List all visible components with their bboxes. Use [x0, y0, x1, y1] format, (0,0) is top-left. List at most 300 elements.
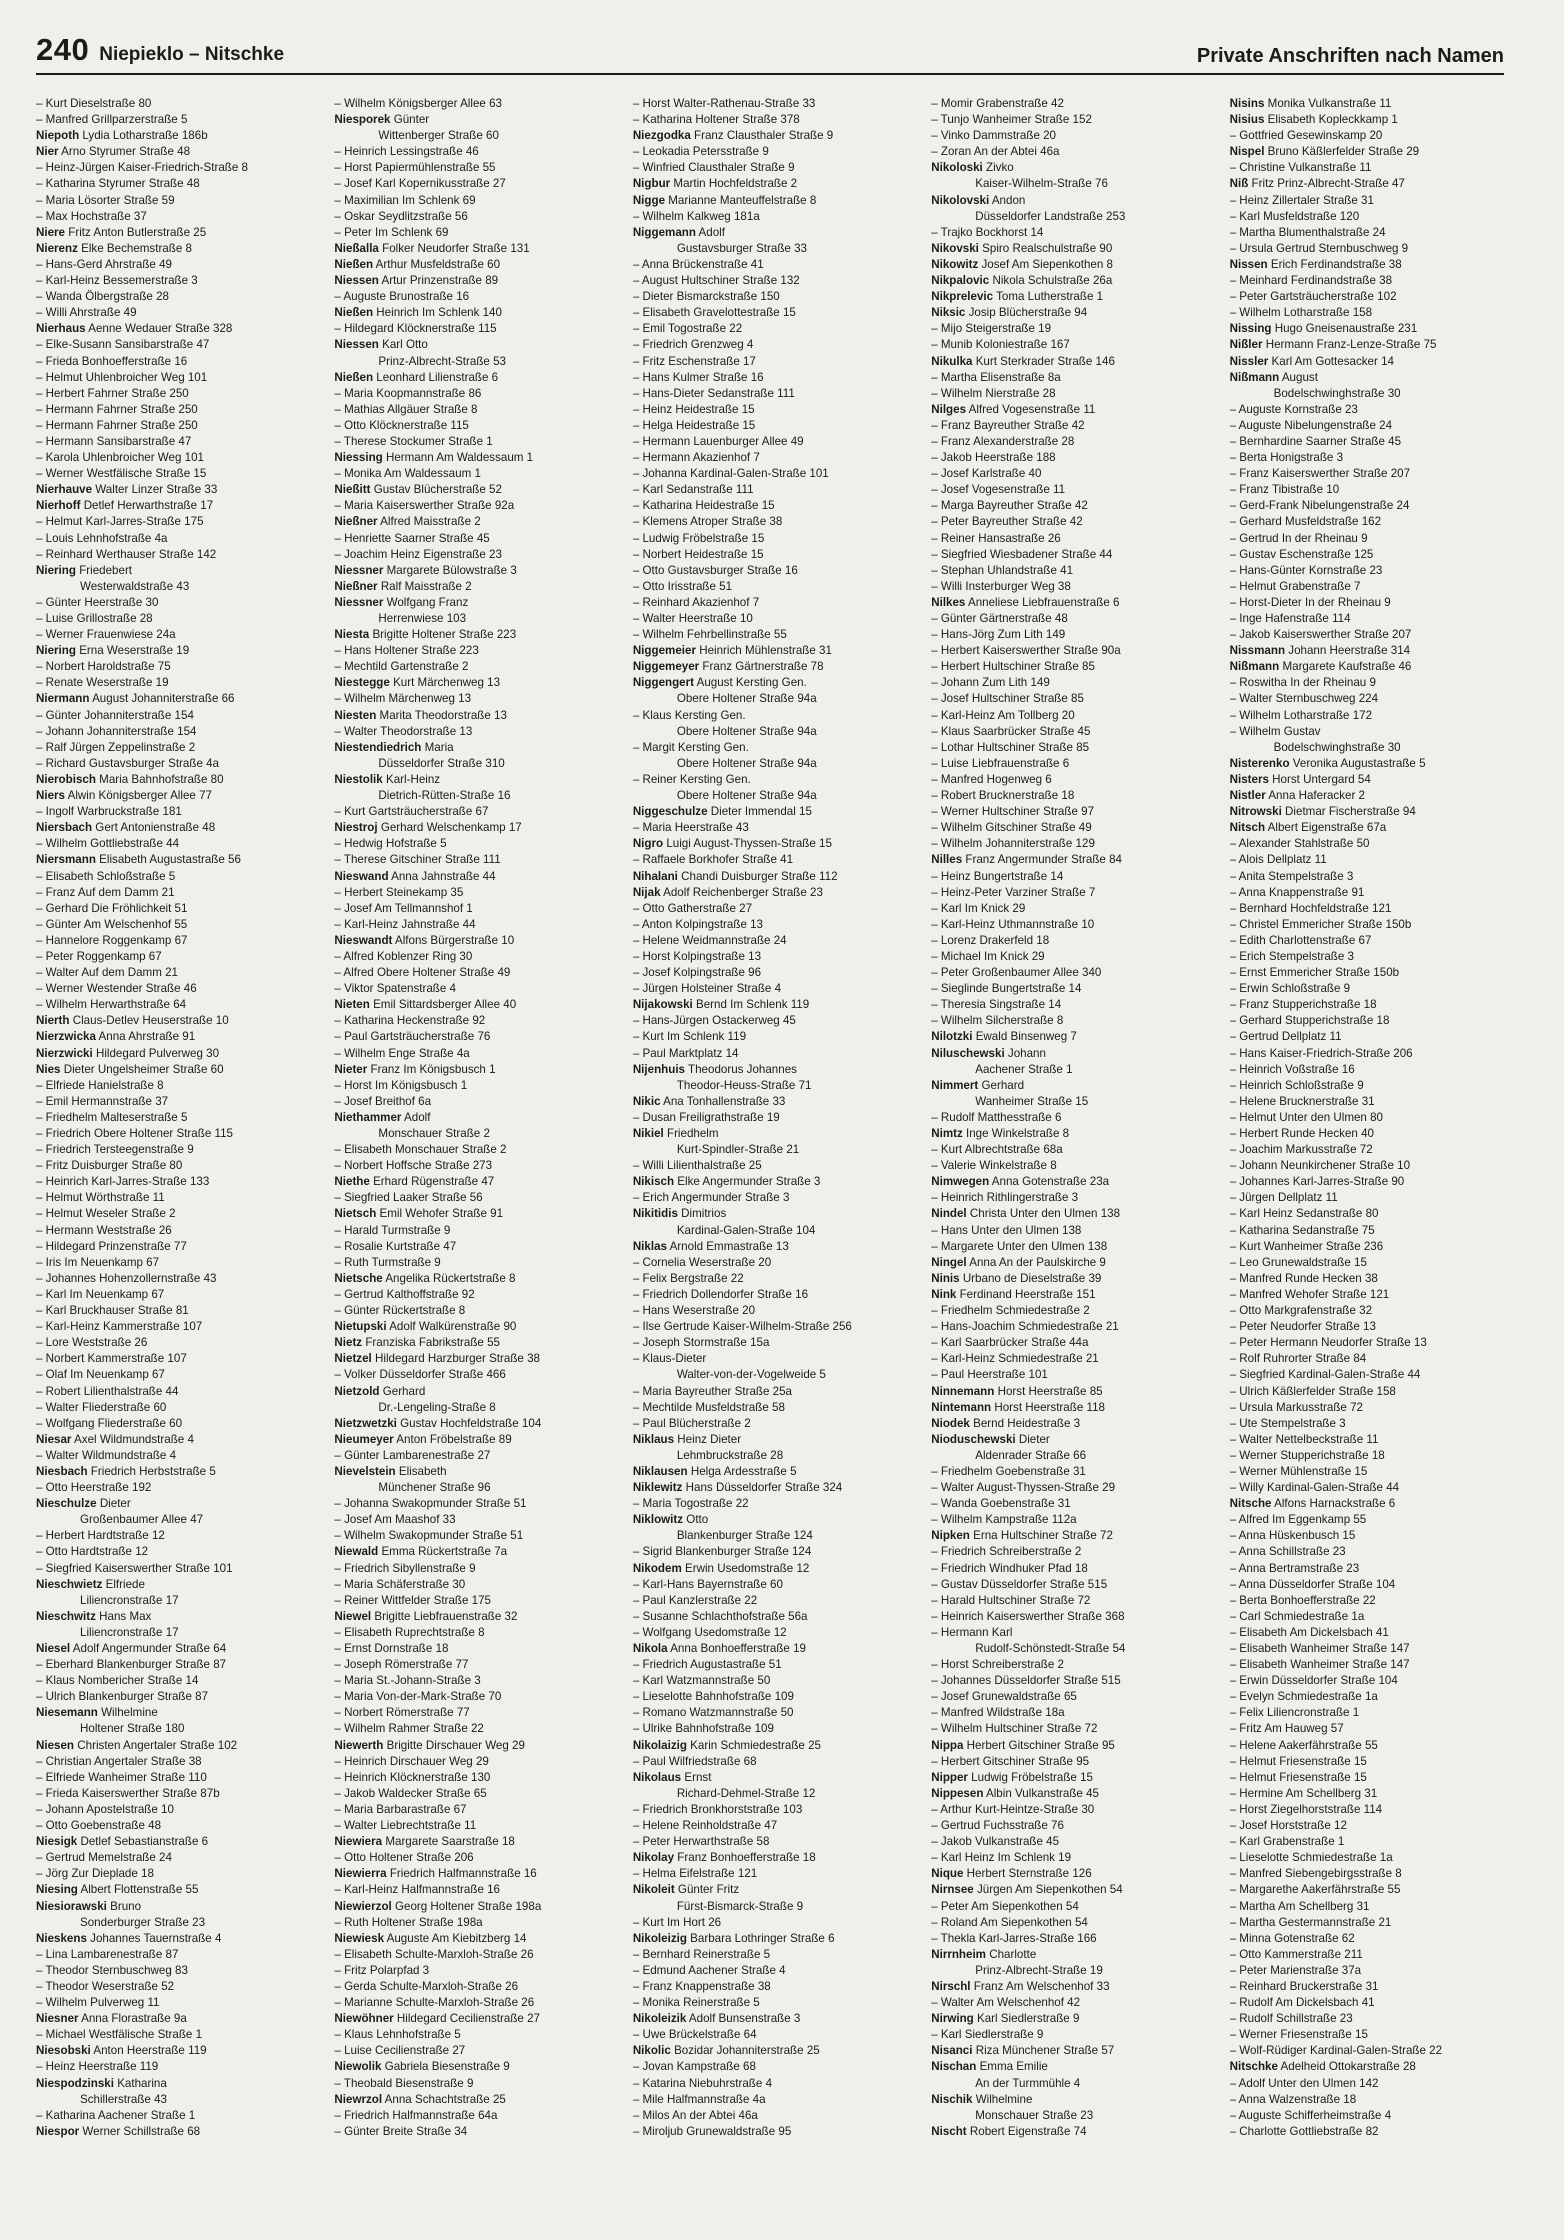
entry-details: Ferdinand Heerstraße 151 [959, 1287, 1096, 1301]
surname: Niklowitz [632, 1513, 684, 1527]
surname: Niggemann [632, 225, 696, 239]
surname: Nique [931, 1867, 964, 1881]
entry-details: Monschauer Straße 23 [975, 2108, 1094, 2122]
listing-entry [1230, 579, 1516, 595]
entry-details: – Vinko Dammstraße 20 [931, 129, 1057, 143]
listing-entry [931, 498, 1217, 514]
listing-entry [931, 1239, 1217, 1255]
listing-entry [36, 869, 322, 885]
entry-details: – Werner Friesenstraße 15 [1229, 2028, 1368, 2042]
listing-entry [931, 997, 1217, 1013]
entry-details: – Leo Grunewaldstraße 15 [1229, 1255, 1367, 1269]
entry-details: – Franz Tibistraße 10 [1229, 483, 1340, 497]
entry-details: – Wilhelm Nierstraße 28 [931, 386, 1056, 400]
listing-entry [931, 209, 1217, 225]
listing-entry [931, 804, 1217, 820]
listing-entry [36, 756, 322, 772]
listing-entry [931, 128, 1217, 144]
listing-entry [36, 2108, 322, 2124]
entry-details: – Willi Lilienthalstraße 25 [632, 1159, 762, 1173]
listing-entry [931, 1705, 1217, 1721]
surname: Niestendiedrich [334, 740, 422, 754]
surname: Nierobisch [36, 772, 96, 786]
entry-details: – Gertrud Kalthoffstraße 92 [334, 1287, 475, 1301]
entry-details: – Elfriede Wanheimer Straße 110 [36, 1770, 207, 1784]
entry-details: – Hans-Joachim Schmiedestraße 21 [931, 1320, 1119, 1334]
listing-entry [36, 1046, 322, 1062]
listing-columns [36, 96, 1516, 2222]
listing-entry [36, 547, 322, 563]
listing-entry [1230, 1657, 1516, 1673]
listing-entry [334, 128, 620, 144]
listing-entry [931, 386, 1217, 402]
entry-details: – Otto Kammerstraße 211 [1229, 1947, 1363, 1961]
listing-entry [1230, 466, 1516, 482]
entry-details: – Hermann Lauenburger Allee 49 [632, 434, 804, 448]
entry-details: – Margarethe Aakerfährstraße 55 [1229, 1883, 1401, 1897]
entry-details: Barbara Lothringer Straße 6 [690, 1931, 835, 1945]
entry-details: Karl Am Gottesacker 14 [1271, 354, 1394, 368]
entry-details: – Hans Kulmer Straße 16 [632, 370, 764, 384]
surname: Nierth [36, 1014, 70, 1028]
listing-entry [1230, 193, 1516, 209]
listing-entry [1230, 1158, 1516, 1174]
entry-details: Wilhelmine [101, 1706, 158, 1720]
surname: Nimtz [931, 1127, 963, 1140]
listing-entry [36, 514, 322, 530]
entry-details: Kaiser-Wilhelm-Straße 76 [975, 177, 1108, 191]
listing-entry [334, 1078, 620, 1094]
entry-details: – Felix Liliencronstraße 1 [1229, 1706, 1360, 1720]
entry-details: – Günter Johanniterstraße 154 [36, 708, 194, 722]
surname: Nikovski [931, 241, 979, 255]
entry-details: Marita Theodorstraße 13 [379, 708, 507, 722]
entry-details: – Eberhard Blankenburger Straße 87 [36, 1658, 227, 1672]
surname: Nieswandt [334, 933, 393, 947]
listing-entry [36, 997, 322, 1013]
listing-entry [1230, 1834, 1516, 1850]
entry-details: – Reinhard Werthauser Straße 142 [36, 547, 217, 561]
surname: Niewöhner [334, 2012, 394, 2026]
listing-entry [36, 160, 322, 176]
entry-details: Josef Am Siepenkothen 8 [981, 257, 1113, 271]
surname: Nikulka [931, 354, 973, 368]
entry-details: – Erich Stempelstraße 3 [1229, 949, 1354, 963]
listing-entry [36, 1448, 322, 1464]
entry-details: – Wilhelm Gitschiner Straße 49 [931, 821, 1092, 835]
listing-entry [633, 1577, 919, 1593]
entry-details: Brigitte Dirschauer Weg 29 [386, 1738, 525, 1752]
listing-entry [931, 579, 1217, 595]
entry-details: – Charlotte Gottliebstraße 82 [1229, 2124, 1379, 2138]
entry-details: – Monika Am Waldessaum 1 [334, 467, 481, 481]
entry-details: Elisabeth [398, 1464, 447, 1478]
listing-entry [1230, 1110, 1516, 1126]
entry-details: – Günter Rückertstraße 8 [334, 1304, 466, 1318]
entry-details: – Otto Heerstraße 192 [36, 1481, 152, 1495]
listing-entry [633, 1673, 919, 1689]
listing-entry [334, 1351, 620, 1367]
entry-details: – Ulrich Käßlerfelder Straße 158 [1229, 1384, 1396, 1398]
entry-details: Franziska Fabrikstraße 55 [365, 1336, 501, 1350]
entry-details: Prinz-Albrecht-Straße 53 [378, 354, 506, 368]
surname: Nirwing [931, 2012, 974, 2026]
entry-details: – Otto Hardtstraße 12 [36, 1545, 149, 1559]
entry-details: – Peter Herwarthstraße 58 [632, 1835, 770, 1849]
listing-entry [633, 1094, 919, 1110]
entry-details: August [1281, 370, 1318, 384]
entry-details: – Helene Aakerfährstraße 55 [1229, 1738, 1378, 1752]
entry-details: – Werner Frauenwiese 24a [36, 628, 176, 642]
listing-entry [334, 1110, 620, 1126]
entry-details: – Raffaele Borkhofer Straße 41 [632, 853, 794, 867]
listing-entry [931, 1126, 1217, 1142]
listing-entry [334, 901, 620, 917]
listing-entry [633, 1657, 919, 1673]
entry-details: Spiro Realschulstraße 90 [982, 241, 1113, 255]
entry-details: Detlef Sebastianstraße 6 [80, 1835, 209, 1849]
entry-details: – Lieselotte Bahnhofstraße 109 [632, 1690, 794, 1704]
surname: Niestegge [334, 676, 390, 690]
listing-entry [931, 756, 1217, 772]
listing-entry [1230, 2092, 1516, 2108]
listing-entry [1230, 1094, 1516, 1110]
entry-details: – Karl Heinz Im Schlenk 19 [931, 1851, 1072, 1865]
entry-details: – Paul Heerstraße 101 [931, 1368, 1048, 1382]
listing-entry [931, 1013, 1217, 1029]
listing-entry [931, 1206, 1217, 1222]
surname: Ninis [931, 1271, 960, 1285]
listing-entry [1230, 1561, 1516, 1577]
listing-entry [334, 1754, 620, 1770]
entry-details: – Gerhard Musfeldstraße 162 [1229, 515, 1382, 529]
surname: Niggemeier [632, 644, 696, 658]
surname: Nißmann [1229, 370, 1280, 384]
entry-details: – Siegfried Wiesbadener Straße 44 [931, 547, 1113, 561]
surname: Niesen [36, 1738, 75, 1752]
entry-details: – Helma Eifelstraße 121 [632, 1867, 758, 1881]
entry-details: – Josef Karl Kopernikusstraße 27 [334, 177, 506, 191]
entry-details: – Therese Gitschiner Straße 111 [334, 853, 501, 867]
listing-entry [334, 1899, 620, 1915]
listing-entry [1230, 1705, 1516, 1721]
listing-entry [931, 1142, 1217, 1158]
entry-details: – Elisabeth Schloßstraße 5 [36, 869, 176, 883]
entry-details: Margarete Bülowstraße 3 [386, 563, 517, 577]
entry-details: – Karl-Heinz Schmiedestraße 21 [931, 1352, 1099, 1366]
listing-entry [1230, 257, 1516, 273]
listing-entry [931, 772, 1217, 788]
entry-details: Dietmar Fischerstraße 94 [1285, 805, 1416, 819]
listing-entry [36, 354, 322, 370]
surname: Nijakowski [632, 998, 693, 1012]
listing-entry [1230, 1319, 1516, 1335]
surname: Nißler [1229, 338, 1263, 352]
listing-entry [1230, 112, 1516, 128]
listing-entry [334, 1416, 620, 1432]
listing-entry [931, 1963, 1217, 1979]
surname: Nitsche [1229, 1497, 1272, 1511]
listing-entry [633, 2011, 919, 2027]
listing-entry [36, 1528, 322, 1544]
entry-details: – Erich Angermunder Straße 3 [632, 1191, 790, 1205]
listing-entry [633, 1738, 919, 1754]
entry-details: Toma Lutherstraße 1 [996, 290, 1104, 304]
surname: Nikolaizig [632, 1738, 687, 1752]
listing-entry [36, 772, 322, 788]
entry-details: – Helene Reinholdstraße 47 [632, 1819, 778, 1833]
surname: Niesporek [334, 113, 391, 127]
entry-details: – Johann Apostelstraße 10 [36, 1802, 174, 1816]
surname: Nießen [334, 257, 374, 271]
entry-details: – Manfred Wildstraße 18a [931, 1706, 1065, 1720]
entry-details: – Elisabeth Wanheimer Straße 147 [1229, 1658, 1410, 1672]
listing-entry [36, 949, 322, 965]
surname: Nilotzki [931, 1030, 973, 1044]
entry-details: – Kurt Im Hort 26 [632, 1915, 722, 1929]
listing-entry [1230, 2027, 1516, 2043]
listing-entry [633, 1062, 919, 1078]
entry-details: – Ruth Holtener Straße 198a [334, 1915, 483, 1929]
listing-entry [36, 1786, 322, 1802]
listing-entry [36, 885, 322, 901]
entry-details: – Anna Hüskenbusch 15 [1229, 1529, 1356, 1543]
listing-entry [334, 466, 620, 482]
entry-details: – Josef Grunewaldstraße 65 [931, 1690, 1077, 1704]
entry-details: Adelheid Ottokarstraße 28 [1280, 2060, 1416, 2074]
surname: Nipken [931, 1529, 970, 1543]
entry-details: Werner Schillstraße 68 [82, 2124, 201, 2138]
surname: Niessen [334, 274, 379, 288]
entry-details: – Jovan Kampstraße 68 [632, 2060, 756, 2074]
listing-entry [931, 1689, 1217, 1705]
entry-details: – Heinrich Karl-Jarres-Straße 133 [36, 1175, 210, 1189]
entry-details: – Karl Sedanstraße 111 [632, 483, 754, 497]
entry-details: Angelika Rückertstraße 8 [385, 1271, 516, 1285]
section-title: Private Anschriften nach Namen [1196, 45, 1504, 67]
entry-details: – Gertrud Dellplatz 11 [1229, 1030, 1342, 1044]
listing-entry [334, 144, 620, 160]
listing-entry [36, 466, 322, 482]
listing-entry [633, 1416, 919, 1432]
entry-details: Ernst [684, 1770, 712, 1784]
listing-entry [36, 321, 322, 337]
header-left [36, 32, 284, 68]
listing-entry [931, 1078, 1217, 1094]
entry-details: Friedrich Herbststraße 5 [90, 1464, 216, 1478]
listing-entry [1230, 965, 1516, 981]
listing-entry [633, 1915, 919, 1931]
listing-entry [334, 1705, 620, 1721]
entry-details: Alfons Harnackstraße 6 [1274, 1497, 1396, 1511]
entry-details: Bruno Käßlerfelder Straße 29 [1267, 145, 1420, 159]
listing-entry [931, 1255, 1217, 1271]
surname: Nießitt [334, 483, 371, 497]
entry-details: Adolf [698, 225, 725, 239]
listing-entry [633, 1206, 919, 1222]
entry-details: – Luise Cecilienstraße 27 [334, 2044, 466, 2058]
entry-details: Bodelschwinghstraße 30 [1273, 386, 1401, 400]
listing-entry [1230, 1480, 1516, 1496]
entry-details: – Werner Mühlenstraße 15 [1229, 1464, 1368, 1478]
listing-entry [1230, 1721, 1516, 1737]
entry-details: Arnold Emmastraße 13 [669, 1239, 789, 1253]
entry-details: Brigitte Liebfrauenstraße 32 [374, 1609, 518, 1623]
entry-details: – Margarete Unter den Ulmen 138 [931, 1239, 1108, 1253]
entry-details: August Johanniterstraße 66 [92, 692, 235, 706]
listing-entry [334, 1963, 620, 1979]
listing-entry [633, 112, 919, 128]
surname: Nikolic [632, 2044, 671, 2058]
entry-details: Kurt-Spindler-Straße 21 [676, 1143, 800, 1157]
listing-entry [334, 1657, 620, 1673]
entry-details: Riza Münchener Straße 57 [975, 2044, 1115, 2058]
entry-details: – Theresia Singstraße 14 [931, 998, 1062, 1012]
entry-details: – Sigrid Blankenburger Straße 124 [632, 1545, 812, 1559]
listing-entry [36, 482, 322, 498]
listing-entry [334, 579, 620, 595]
listing-entry [1230, 370, 1516, 386]
entry-details: – Christel Emmericher Straße 150b [1229, 917, 1412, 931]
listing-entry [633, 1029, 919, 1045]
listing-entry [633, 354, 919, 370]
entry-details: – Hannelore Roggenkamp 67 [36, 933, 188, 947]
surname: Nijenhuis [632, 1062, 685, 1076]
listing-entry [334, 1142, 620, 1158]
listing-entry [633, 1850, 919, 1866]
listing-entry [36, 1094, 322, 1110]
surname: Nießner [334, 579, 378, 593]
listing-entry [1230, 756, 1516, 772]
listing-entry [334, 675, 620, 691]
listing-entry [633, 482, 919, 498]
listing-entry [931, 1738, 1217, 1754]
listing-entry [36, 611, 322, 627]
entry-details: – Helmut Friesenstraße 15 [1229, 1770, 1367, 1784]
entry-details: Herrenwiese 103 [378, 612, 467, 625]
surname: Niklewitz [632, 1481, 683, 1495]
surname: Nietzel [334, 1352, 372, 1366]
listing-entry [334, 547, 620, 563]
entry-details: Gerhard [382, 1384, 426, 1398]
listing-entry [931, 289, 1217, 305]
entry-details: Anton Fröbelstraße 89 [396, 1432, 512, 1446]
entry-details: – Walter Auf dem Damm 21 [36, 966, 178, 980]
listing-entry [931, 1995, 1217, 2011]
listing-entry [931, 273, 1217, 289]
entry-details: – Ute Stempelstraße 3 [1229, 1416, 1346, 1430]
surname: Nischt [931, 2124, 967, 2138]
surname: Nikpalovic [931, 274, 990, 288]
entry-details: Herbert Gitschiner Straße 95 [966, 1738, 1115, 1752]
listing-entry [36, 852, 322, 868]
listing-entry [36, 563, 322, 579]
listing-entry [36, 1754, 322, 1770]
surname: Niethe [334, 1175, 370, 1189]
listing-entry [334, 917, 620, 933]
entry-details: Dr.-Lengeling-Straße 8 [378, 1400, 496, 1414]
listing-entry [633, 1464, 919, 1480]
surname: Niewel [334, 1609, 372, 1623]
entry-details: Dieter [1018, 1432, 1050, 1446]
entry-details: – Oskar Seydlitzstraße 56 [334, 209, 468, 223]
listing-entry [633, 305, 919, 321]
surname: Nikowitz [931, 257, 979, 271]
listing-entry [931, 337, 1217, 353]
listing-entry [1230, 160, 1516, 176]
surname: Nikolovski [931, 193, 990, 207]
listing-entry [931, 2027, 1217, 2043]
listing-entry [1230, 1384, 1516, 1400]
listing-entry [1230, 144, 1516, 160]
listing-entry [1230, 820, 1516, 836]
listing-entry [1230, 273, 1516, 289]
entry-details: – Fritz Am Hauweg 57 [1229, 1722, 1344, 1736]
entry-details: Fritz Prinz-Albrecht-Straße 47 [1251, 177, 1405, 191]
listing-entry [1230, 595, 1516, 611]
entry-details: – Frieda Bonhoefferstraße 16 [36, 354, 188, 368]
listing-entry [334, 1239, 620, 1255]
listing-entry [633, 691, 919, 707]
listing-entry [36, 1255, 322, 1271]
entry-details: Schillerstraße 43 [80, 2092, 167, 2106]
listing-entry [1230, 225, 1516, 241]
listing-entry [1230, 128, 1516, 144]
entry-details: Aenne Wedauer Straße 328 [88, 322, 233, 336]
listing-entry [334, 1190, 620, 1206]
listing-entry [1230, 386, 1516, 402]
listing-entry [931, 1609, 1217, 1625]
surname: Nimmert [931, 1078, 979, 1092]
listing-entry [36, 1738, 322, 1754]
listing-entry [931, 740, 1217, 756]
listing-entry [931, 1271, 1217, 1287]
surname: Nikoleizig [632, 1931, 687, 1945]
entry-details: – Louis Lehnhofstraße 4a [36, 531, 168, 545]
entry-details: – Ludwig Fröbelstraße 15 [632, 531, 765, 545]
listing-entry [334, 1013, 620, 1029]
entry-details: – Jürgen Holsteiner Straße 4 [632, 982, 782, 996]
listing-entry [1230, 981, 1516, 997]
listing-entry [1230, 1770, 1516, 1786]
listing-entry [36, 498, 322, 514]
listing-entry [1230, 804, 1516, 820]
listing-entry [36, 708, 322, 724]
entry-details: – Fritz Eschenstraße 17 [632, 354, 756, 368]
entry-details: – Horst-Dieter In der Rheinau 9 [1229, 595, 1391, 609]
listing-entry [1230, 1512, 1516, 1528]
listing-entry [36, 1303, 322, 1319]
entry-details: – Hans Kaiser-Friedrich-Straße 206 [1229, 1046, 1413, 1060]
listing-entry [334, 1544, 620, 1560]
entry-details: Johannes Tauernstraße 4 [90, 1931, 222, 1945]
entry-details: – Willi Insterburger Weg 38 [931, 579, 1071, 593]
entry-details: – Ruth Turmstraße 9 [334, 1255, 441, 1269]
entry-details: – Josef Am Maashof 33 [334, 1513, 456, 1527]
surname: Nink [931, 1287, 957, 1301]
listing-entry [36, 112, 322, 128]
entry-details: – Werner Stupperichstraße 18 [1229, 1448, 1385, 1462]
listing-entry [931, 1029, 1217, 1045]
surname: Niklaus [632, 1432, 675, 1446]
entry-details: Hugo Gneisenaustraße 231 [1274, 322, 1418, 336]
surname: Niespor [36, 2124, 80, 2138]
surname: Niespodzinski [36, 2076, 114, 2090]
listing-entry [931, 724, 1217, 740]
entry-details: – Johann Neunkirchener Straße 10 [1229, 1159, 1411, 1173]
listing-entry [1230, 1593, 1516, 1609]
surname: Nistler [1229, 789, 1266, 803]
